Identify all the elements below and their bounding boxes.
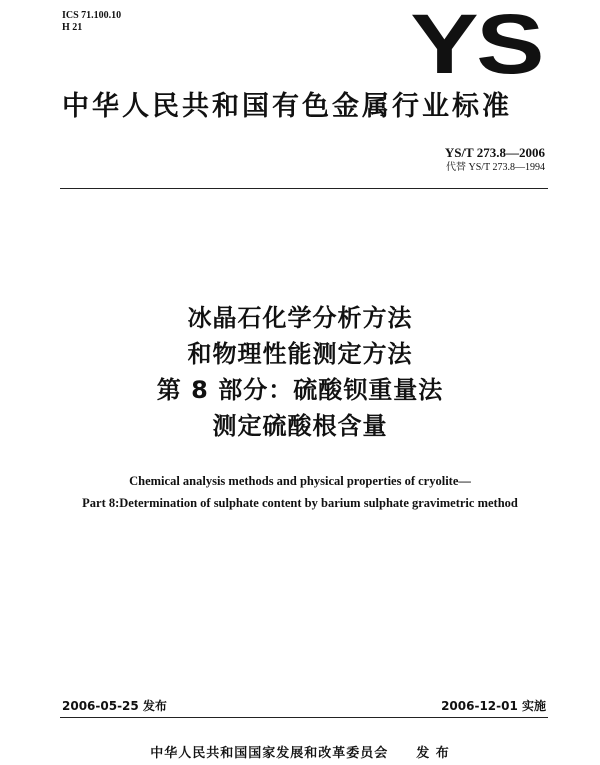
chinese-title-line: 冰晶石化学分析方法	[187, 304, 413, 332]
classification-codes	[62, 10, 121, 34]
implementation-date: 2006-12-01 实施	[441, 699, 546, 713]
english-title-line: Part 8:Determination of sulphate content by barium sulphate gravimetric method	[82, 496, 518, 510]
chinese-title-line: 第 8 部分：硫酸钡重量法	[156, 376, 444, 404]
standard-number-block	[445, 145, 545, 174]
bottom-divider	[60, 717, 548, 718]
issuer-name: 中华人民共和国国家发展和改革委员会	[150, 746, 389, 761]
issuing-authority	[0, 742, 600, 761]
standard-code: YS/T 273.8—2006	[444, 145, 545, 160]
english-title	[0, 470, 600, 514]
issue-date: 2006-05-25 发布	[62, 699, 167, 713]
top-divider	[60, 188, 548, 189]
chinese-title-line: 和物理性能测定方法	[187, 340, 413, 368]
chinese-title	[0, 300, 600, 444]
ys-logo: YS	[410, 0, 542, 91]
chinese-title-line: 测定硫酸根含量	[212, 412, 388, 440]
standard-organization-title: 中华人民共和国有色金属行业标准	[62, 91, 512, 122]
replaced-standard: 代替 YS/T 273.8—1994	[446, 162, 545, 173]
ccs-code: H 21	[62, 22, 83, 33]
english-title-line: Chemical analysis methods and physical properties of cryolite—	[129, 474, 471, 488]
ics-code: ICS 71.100.10	[62, 10, 122, 21]
issuer-action: 发 布	[416, 746, 450, 761]
